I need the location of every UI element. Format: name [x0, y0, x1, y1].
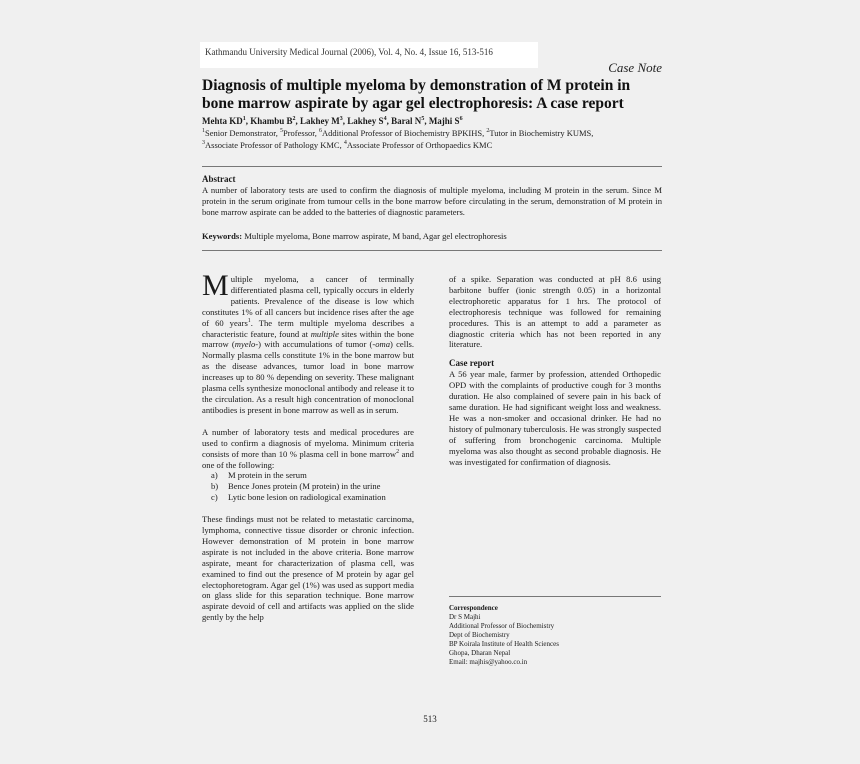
correspondence-line: Dept of Biochemistry: [449, 631, 510, 639]
correspondence-line: Additional Professor of Biochemistry: [449, 622, 555, 630]
list-item: b) Bence Jones protein (M protein) in the urine: [211, 481, 381, 492]
criteria-paragraph: A number of laboratory tests and medical procedures are used to confirm a diagnosis of myeloma. Minimum criteria consists of more than 10 % plasma cell in bone marrow$^2$ and one of the following:: [202, 426, 414, 470]
abstract-text: A number of laboratory tests are used to confirm the diagnosis of multiple myeloma, including M protein in the serum. Since M protein in the serum originate from tumour cells in the bone marrow before circulating in the serum, demonstration of M protein in bone marrow aspirate can be added to the batteries of diagnostic parameters.: [202, 185, 662, 218]
method-continued-paragraph: of a spike. Separation was conducted at pH 8.6 using barbitone buffer (ionic strength 0.05) in a horizontal electrophoretic apparatus for 1 hrs. The protocol of electrophoresis technique was followed for remaining procedures. This is an attempt to add a parameter as diagnostic criteria which has not been reported in any literature.: [449, 274, 661, 350]
author: Lakhey $M^3$: [300, 116, 343, 126]
author: Majhi $S^6$: [428, 116, 463, 126]
correspondence-email[interactable]: Email: majhis@yahoo.co.in: [449, 658, 528, 666]
left-column: [202, 269, 415, 623]
divider-bottom: [202, 250, 662, 251]
correspondence-divider: [449, 596, 661, 597]
right-column: [449, 274, 661, 467]
journal-citation: Kathmandu University Medical Journal (2006), Vol. 4, No. 4, Issue 16, 513-516: [205, 47, 493, 57]
intro-paragraph: Multiple myeloma, a cancer of terminally differentiated plasma cell, typically occurs in elderly patients. Prevalence of the disease is low which constitutes 1% of all cancers but incidence rises after the age of 60 years$^1$. The term multiple myeloma describes a characteristic feature, found at multiple sites within the bone marrow (myelo-) with accumulations of tumor (-oma) cells. Normally plasma cells constitute 1% in the bone marrow but as the disease advances, tumor load in bone marrow increases up to 80 % depending on severity. These malignant plasma cells synthesize monoclonal antibody and release it to the circulation. As a result high concentration of monoclonal antibodies is present in bone marrow as well as in serum.: [202, 269, 415, 415]
list-item: c) Lytic bone lesion on radiological examination: [211, 492, 386, 503]
drop-cap: M: [202, 269, 229, 302]
author: Khambu $B^2$: [250, 116, 296, 126]
affiliation-line-1: $^1$Senior Demonstrator, $^5$Professor, $^6$Additional Professor of Biochemistry BPKIHS, $^2$Tutor in Biochemistry KUMS,: [202, 128, 594, 138]
list-item: a) M protein in the serum: [211, 470, 307, 481]
correspondence-heading: Correspondence: [449, 604, 498, 612]
criteria-list: [202, 470, 414, 503]
author: Baral $N^5$: [391, 116, 425, 126]
keywords: [202, 231, 507, 241]
author-list: Mehta $KD^1$, Khambu $B^2$, Lakhey $M^3$, Lakhey $S^4$, Baral $N^5$, Majhi $S^6$: [202, 116, 463, 126]
keywords-label: Keywords:: [202, 231, 243, 241]
author: Mehta $KD^1$: [202, 116, 246, 126]
author: Lakhey $S^4$: [347, 116, 387, 126]
affiliation-line-2: $^3$Associate Professor of Pathology KMC, $^4$Associate Professor of Orthopaedics KMC: [202, 140, 493, 150]
correspondence-line: Ghopa, Dharan Nepal: [449, 649, 511, 657]
correspondence-block: [449, 604, 661, 667]
correspondence-line: BP Koirala Institute of Health Sciences: [449, 640, 559, 648]
case-report-paragraph: A 56 year male, farmer by profession, attended Orthopedic OPD with the complaints of productive cough for 3 months duration. He also complained of severe pain in his back of same duration. He had significant weight loss and weakness. He was a non-smoker and occasional drinker. He had no history of pulmonary tuberculosis. He was strongly suspected of suffering from bronchogenic carcinoma. Multiple myeloma was also thought as second probable diagnosis. He was investigated for confirmation of diagnosis.: [449, 369, 661, 467]
page-number: 513: [423, 714, 437, 724]
article-type-label: Case Note: [608, 60, 662, 75]
method-paragraph: These findings must not be related to metastatic carcinoma, lymphoma, connective tissue disorder or chronic infection. However demonstration of M protein in bone marrow aspirate is not included in the above criteria. Bone marrow aspirate, meant for characterization of plasma cell, was examined to find out the presence of M protein by agar gel electophoretogram. Agar gel (1%) was used as support media on glass slide for this separation technique. Bone marrow aspirate devoid of cell and artifacts was applied on the slide gently by the help: [202, 514, 414, 623]
article-title: Diagnosis of multiple myeloma by demonstration of M protein in bone marrow aspirate by agar gel electrophoresis: A case report: [202, 77, 631, 112]
case-report-heading: Case report: [449, 358, 495, 369]
divider-top: [202, 166, 662, 167]
abstract-heading: Abstract: [202, 174, 236, 184]
correspondence-line: Dr S Majhi: [449, 613, 481, 621]
keywords-text: Multiple myeloma, Bone marrow aspirate, M band, Agar gel electrophoresis: [242, 231, 507, 241]
